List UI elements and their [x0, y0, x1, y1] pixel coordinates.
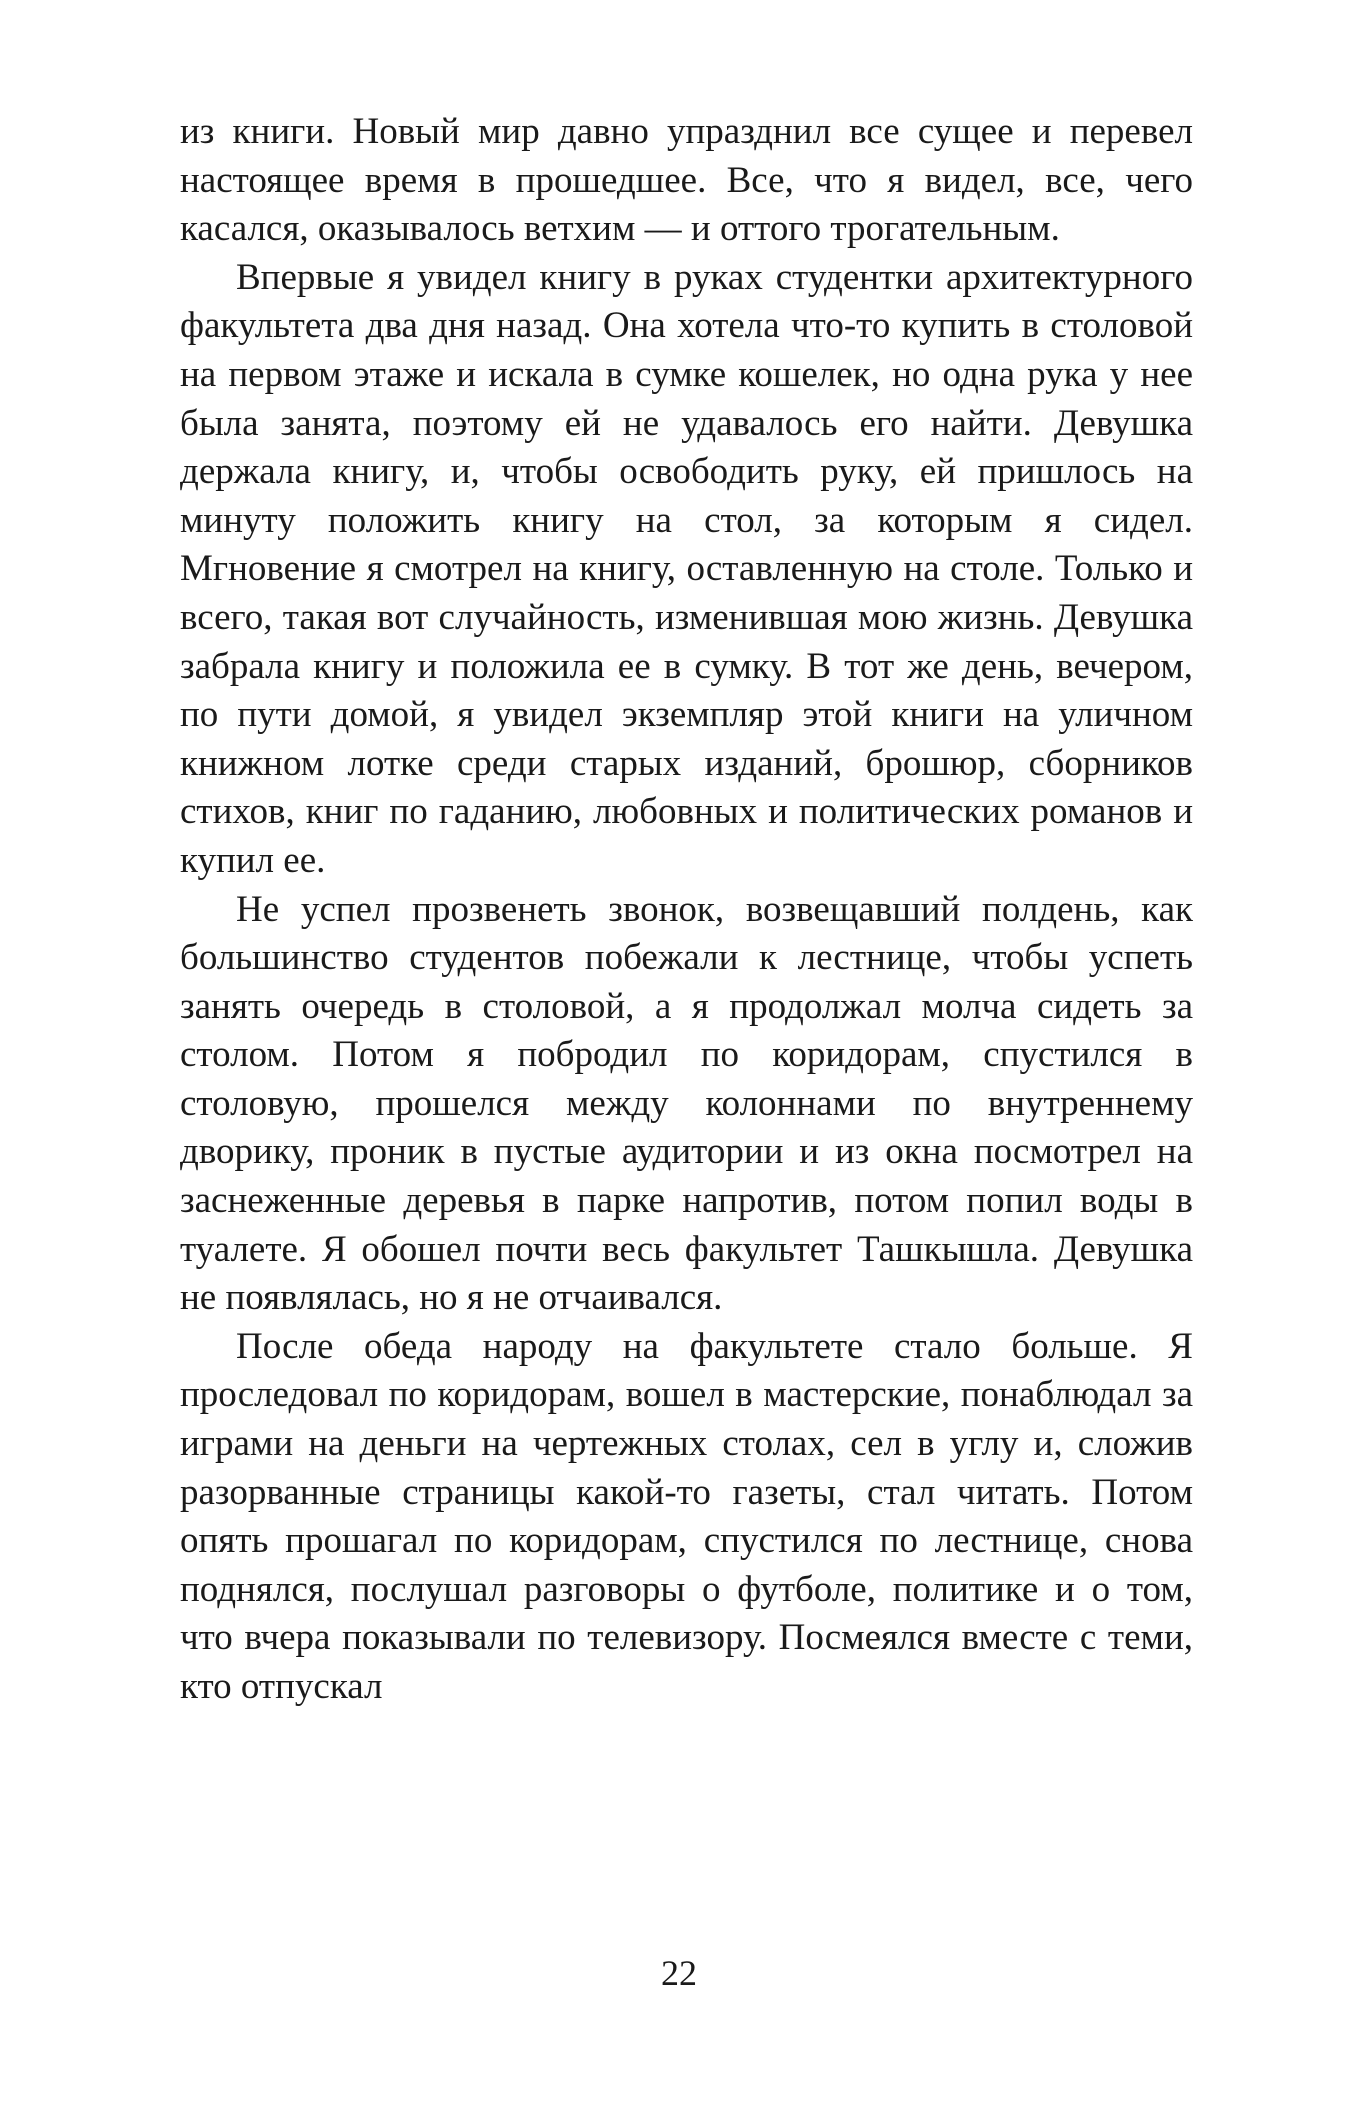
paragraph-1: из книги. Новый мир давно упразднил все сущее и перевел настоящее время в прошедшее. Все, что я видел, все, чего касался, оказывалось ветхим — и оттого трогательным.	[180, 111, 1193, 250]
body-text	[180, 108, 1193, 1712]
paragraph-3: Не успел прозвенеть звонок, возвещавший полдень, как большинство студентов побежали к лестнице, чтобы успеть занять очередь в столовой, а я продолжал молча сидеть за столом. Потом я побродил по коридорам, спустился в столовую, прошелся между колоннами по внутреннему дворику, проник в пустые аудитории и из окна посмотрел на заснеженные деревья в парке напротив, потом попил воды в туалете. Я обошел почти весь факультет Ташкышла. Девушка не появлялась, но я не отчаивался.	[180, 888, 1193, 1319]
paragraph-2: Впервые я увидел книгу в руках студентки архитектурного факультета два дня назад. Она хотела что-то купить в столовой на первом этаже и искала в сумке кошелек, но одна рука у нее была занята, поэтому ей не удавалось его найти. Девушка держала книгу, и, чтобы освободить руку, ей пришлось на минуту положить книгу на стол, за которым я сидел. Мгновение я смотрел на книгу, оставленную на столе. Только и всего, такая вот случайность, изменившая мою жизнь. Девушка забрала книгу и положила ее в сумку. В тот же день, вечером, по пути домой, я увидел экземпляр этой книги на уличном книжном лотке среди старых изданий, брошюр, сборников стихов, книг по гаданию, любовных и политических романов и купил ее.	[180, 256, 1193, 881]
page-number: 22	[661, 1953, 697, 1993]
paragraph-4: После обеда народу на факультете стало больше. Я проследовал по коридорам, вошел в мастерские, понаблюдал за играми на деньги на чертежных столах, сел в углу и, сложив разорванные страницы какой-то газеты, стал читать. Потом опять прошагал по коридорам, спустился по лестнице, снова поднялся, послушал разговоры о футболе, политике и о том, что вчера показывали по телевизору. Посмеялся вместе с теми, кто отпускал	[180, 1325, 1193, 1707]
